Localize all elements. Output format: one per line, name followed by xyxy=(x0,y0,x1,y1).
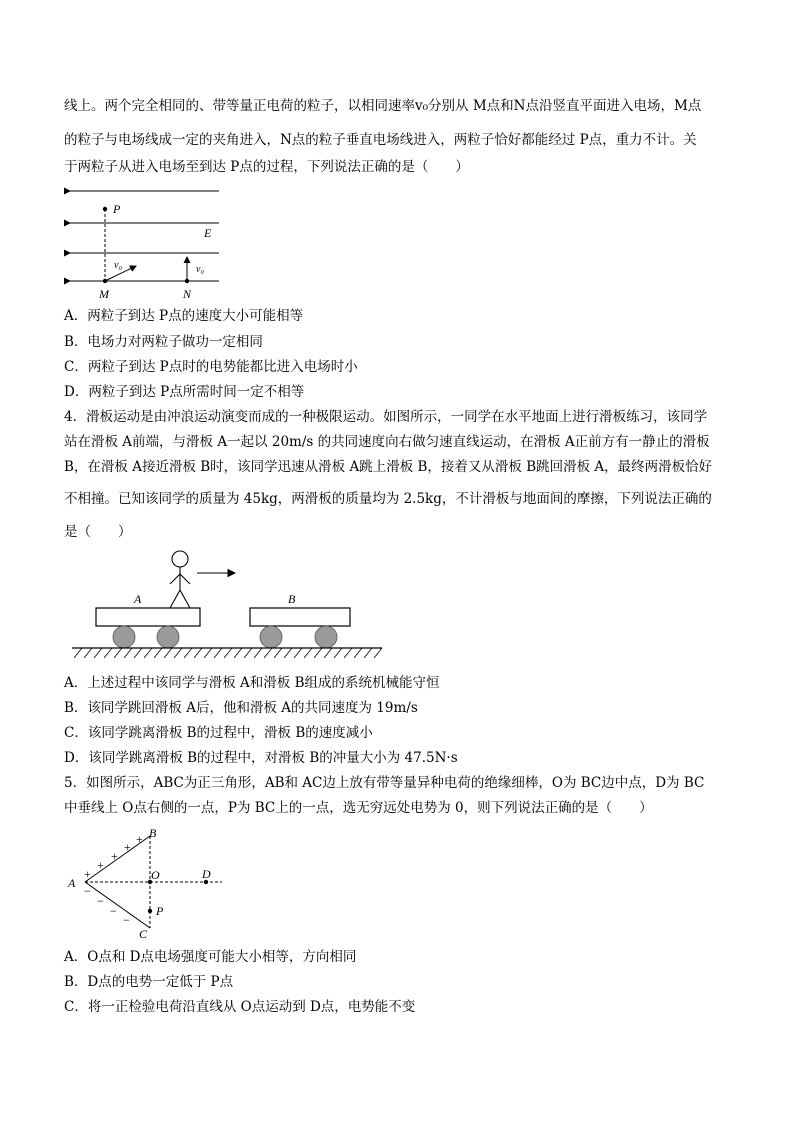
label-v0-left: v₀ xyxy=(114,260,122,271)
plus-sign: + xyxy=(136,832,143,846)
minus-sign: − xyxy=(123,913,130,927)
minus-charges xyxy=(84,884,130,927)
label-o: O xyxy=(151,868,160,882)
label-v0-right: v₀ xyxy=(196,264,204,275)
label-m: M xyxy=(99,287,109,301)
minus-sign: − xyxy=(84,884,91,898)
q3-stem-line-1: 线上。两个完全相同的、带等量正电荷的粒子，以相同速率v₀分别从 M点和N点沿竖直平面进入电场，M点 xyxy=(64,98,702,114)
plus-sign: + xyxy=(84,867,91,881)
q5-option-b: B．D点的电势一定低于 P点 xyxy=(64,974,234,990)
label-n: N xyxy=(183,287,192,301)
electric-field-figure xyxy=(64,182,224,302)
plus-charges xyxy=(84,832,143,881)
point-p xyxy=(148,909,152,913)
q5-stem-line-2: 中垂线上 O点右侧的一点，P为 BC上的一点，选无穷远处电势为 0，则下列说法正确的是（ ） xyxy=(64,800,653,816)
wheel xyxy=(157,626,179,648)
label-c: C xyxy=(139,927,148,941)
minus-sign: − xyxy=(97,894,104,908)
q5-stem-line-1: 5．如图所示，ABC为正三角形，AB和 AC边上放有带等量异种电荷的绝缘细棒，O为 BC边中点，D为 BC xyxy=(64,775,705,791)
point-p xyxy=(103,207,107,211)
q4-stem-line-1: 4．滑板运动是由冲浪运动演变而成的一种极限运动。如图所示，一同学在水平地面上进行滑板练习，该同学 xyxy=(64,409,708,425)
label-p: P xyxy=(156,904,164,918)
plus-sign: + xyxy=(111,849,118,863)
person-figure xyxy=(170,551,190,608)
plus-sign: + xyxy=(97,858,104,872)
skateboard-b xyxy=(250,608,350,626)
q4-option-b: B．该同学跳回滑板 A后，他和滑板 A的共同速度为 19m/s xyxy=(64,700,418,716)
wheel xyxy=(260,626,282,648)
skateboard-figure xyxy=(70,546,385,664)
label-e: E xyxy=(204,226,212,240)
q5-option-a: A．O点和 D点电场强度可能大小相等，方向相同 xyxy=(64,949,357,965)
minus-sign: − xyxy=(110,904,117,918)
q5-option-c: C．将一正检验电荷沿直线从 O点运动到 D点，电势能不变 xyxy=(64,999,416,1015)
q4-stem-line-2: 站在滑板 A前端，与滑板 A一起以 20m/s 的共同速度向右做匀速直线运动，在滑板 A正前方有一静止的滑板 xyxy=(64,434,710,450)
q4-option-a: A．上述过程中该同学与滑板 A和滑板 B组成的系统机械能守恒 xyxy=(64,675,440,691)
q4-stem-line-4: 不相撞。已知该同学的质量为 45kg，两滑板的质量均为 2.5kg，不计滑板与地面间的摩擦，下列说法正确的 xyxy=(64,491,712,507)
label-p: P xyxy=(113,202,121,216)
side-ac xyxy=(85,882,150,928)
label-b: B xyxy=(149,826,157,840)
q3-option-d: D．两粒子到达 P点所需时间一定不相等 xyxy=(64,384,305,400)
q3-stem-line-2: 的粒子与电场线成一定的夹角进入，N点的粒子垂直电场线进入，两粒子恰好都能经过 P点，重力不计。关 xyxy=(64,132,697,148)
label-board-b: B xyxy=(288,592,296,606)
q4-option-d: D．该同学跳离滑板 B的过程中，对滑板 B的冲量大小为 47.5N·s xyxy=(64,750,458,766)
ground-hatch xyxy=(74,648,382,658)
wheel xyxy=(113,626,135,648)
q3-option-c: C．两粒子到达 P点时的电势能都比进入电场时小 xyxy=(64,359,358,375)
triangle-figure xyxy=(64,824,234,944)
q4-stem-line-3: B，在滑板 A接近滑板 B时，该同学迅速从滑板 A跳上滑板 B，接着又从滑板 B跳回滑板 A，最终两滑板恰好 xyxy=(64,459,713,475)
q4-stem-line-5: 是（ ） xyxy=(64,524,132,540)
skateboard-a xyxy=(96,608,200,626)
plus-sign: + xyxy=(124,840,131,854)
label-d: D xyxy=(202,867,211,881)
label-a: A xyxy=(68,876,76,890)
q3-option-b: B．电场力对两粒子做功一定相同 xyxy=(64,334,263,350)
q3-stem-line-3: 于两粒子从进入电场至到达 P点的过程，下列说法正确的是（ ） xyxy=(64,159,469,175)
q3-option-a: A．两粒子到达 P点的速度大小可能相等 xyxy=(64,308,304,324)
q4-option-c: C．该同学跳离滑板 B的过程中，滑板 B的速度减小 xyxy=(64,725,373,741)
wheel xyxy=(315,626,337,648)
label-board-a: A xyxy=(134,592,142,606)
